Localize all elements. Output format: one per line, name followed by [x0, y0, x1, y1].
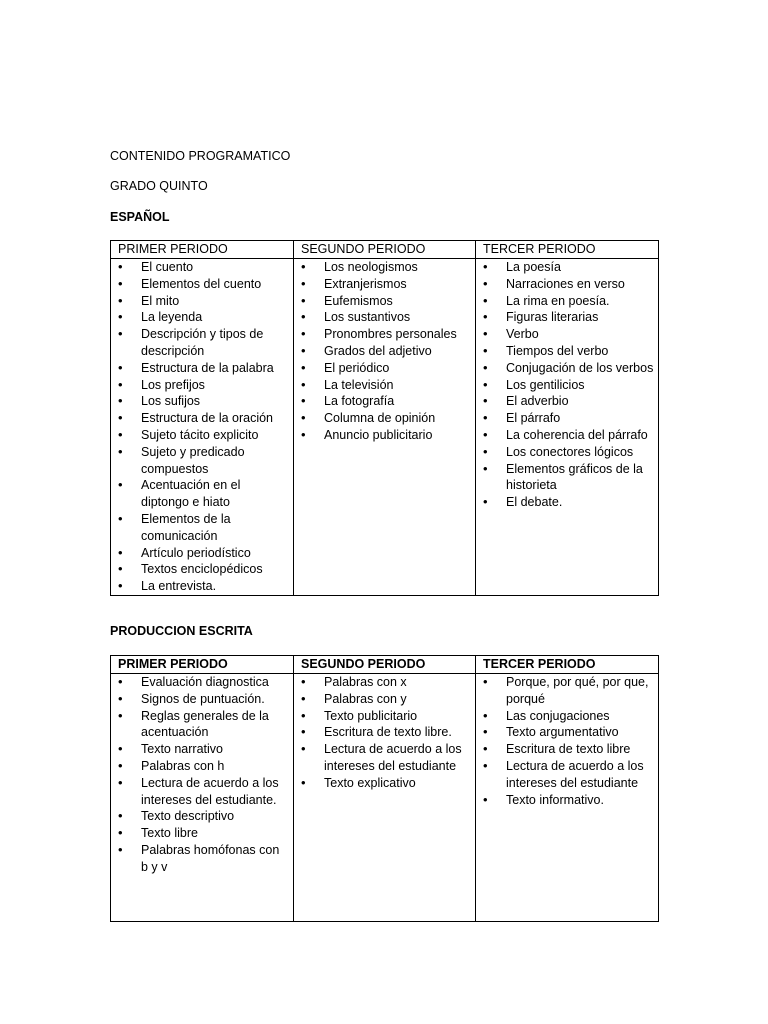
list-item: • Elementos del cuento: [111, 276, 293, 293]
list-item: • Conjugación de los verbos: [476, 360, 658, 377]
column-header-tercer-periodo: TERCER PERIODO: [476, 656, 659, 674]
list-item: • Textos enciclopédicos: [111, 561, 293, 578]
list-item: • Narraciones en verso: [476, 276, 658, 293]
list-item: • Columna de opinión: [294, 410, 475, 427]
segundo-periodo-list: [294, 259, 475, 444]
table-header-row: [111, 656, 659, 674]
list-item: • Evaluación diagnostica: [111, 674, 293, 691]
list-item: • Texto explicativo: [294, 775, 475, 792]
list-item: • La entrevista.: [111, 578, 293, 595]
list-item: • El mito: [111, 293, 293, 310]
list-item: • Estructura de la palabra: [111, 360, 293, 377]
list-item: • Lectura de acuerdo a los intereses del estudiante: [476, 758, 658, 792]
list-item: • El párrafo: [476, 410, 658, 427]
list-item: • La fotografía: [294, 393, 475, 410]
list-item: • Los sufijos: [111, 393, 293, 410]
list-item: • Texto informativo.: [476, 792, 658, 809]
column-header-tercer-periodo: TERCER PERIODO: [476, 241, 659, 259]
primer-periodo-cell: [111, 259, 294, 596]
list-item: • Porque, por qué, por que, porqué: [476, 674, 658, 708]
list-item: • Los prefijos: [111, 377, 293, 394]
list-item: • Sujeto y predicado compuestos: [111, 444, 293, 478]
list-item: • La rima en poesía.: [476, 293, 658, 310]
list-item: • Extranjerismos: [294, 276, 475, 293]
column-header-segundo-periodo: SEGUNDO PERIODO: [294, 656, 476, 674]
section-title-espanol: ESPAÑOL: [110, 210, 170, 224]
list-item: • Pronombres personales: [294, 326, 475, 343]
tercer-periodo-cell: [476, 259, 659, 596]
segundo-periodo-cell: [294, 259, 476, 596]
list-item: • Artículo periodístico: [111, 545, 293, 562]
list-item: • Elementos de la comunicación: [111, 511, 293, 545]
list-item: • Los conectores lógicos: [476, 444, 658, 461]
column-header-primer-periodo: PRIMER PERIODO: [111, 241, 294, 259]
list-item: • Palabras con y: [294, 691, 475, 708]
list-item: • Texto argumentativo: [476, 724, 658, 741]
primer-periodo-list: [111, 259, 293, 595]
list-item: • Palabras homófonas con b y v: [111, 842, 293, 876]
list-item: • La coherencia del párrafo: [476, 427, 658, 444]
primer-periodo-cell: [111, 674, 294, 922]
list-item: • Anuncio publicitario: [294, 427, 475, 444]
list-item: • Lectura de acuerdo a los intereses del estudiante: [294, 741, 475, 775]
list-item: • Escritura de texto libre: [476, 741, 658, 758]
list-item: • Signos de puntuación.: [111, 691, 293, 708]
document-heading: CONTENIDO PROGRAMATICO: [110, 149, 291, 163]
list-item: • Los sustantivos: [294, 309, 475, 326]
list-item: • Elementos gráficos de la historieta: [476, 461, 658, 495]
column-header-segundo-periodo: SEGUNDO PERIODO: [294, 241, 476, 259]
list-item: • Texto publicitario: [294, 708, 475, 725]
tercer-periodo-cell: [476, 674, 659, 922]
list-item: • Texto descriptivo: [111, 808, 293, 825]
list-item: • El debate.: [476, 494, 658, 511]
list-item: • Eufemismos: [294, 293, 475, 310]
list-item: • Texto libre: [111, 825, 293, 842]
list-item: • Tiempos del verbo: [476, 343, 658, 360]
list-item: • Descripción y tipos de descripción: [111, 326, 293, 360]
produccion-escrita-table: [110, 655, 659, 922]
list-item: • Reglas generales de la acentuación: [111, 708, 293, 742]
tercer-periodo-list: [476, 259, 658, 511]
list-item: • La leyenda: [111, 309, 293, 326]
list-item: • El adverbio: [476, 393, 658, 410]
grade-label: GRADO QUINTO: [110, 179, 208, 193]
list-item: • Texto narrativo: [111, 741, 293, 758]
list-item: • Palabras con h: [111, 758, 293, 775]
tercer-periodo-list: [476, 674, 658, 808]
list-item: • Los gentilicios: [476, 377, 658, 394]
segundo-periodo-list: [294, 674, 475, 792]
list-item: • Acentuación en el diptongo e hiato: [111, 477, 293, 511]
list-item: • Estructura de la oración: [111, 410, 293, 427]
list-item: • Escritura de texto libre.: [294, 724, 475, 741]
list-item: • Los neologismos: [294, 259, 475, 276]
list-item: • El periódico: [294, 360, 475, 377]
list-item: • Lectura de acuerdo a los intereses del estudiante.: [111, 775, 293, 809]
list-item: • Verbo: [476, 326, 658, 343]
column-header-primer-periodo: PRIMER PERIODO: [111, 656, 294, 674]
primer-periodo-list: [111, 674, 293, 876]
espanol-table: [110, 240, 659, 596]
list-item: • Figuras literarias: [476, 309, 658, 326]
list-item: • Palabras con x: [294, 674, 475, 691]
list-item: • El cuento: [111, 259, 293, 276]
table-body-row: [111, 674, 659, 922]
list-item: • Las conjugaciones: [476, 708, 658, 725]
list-item: • Sujeto tácito explicito: [111, 427, 293, 444]
list-item: • La poesía: [476, 259, 658, 276]
list-item: • Grados del adjetivo: [294, 343, 475, 360]
section-title-produccion-escrita: PRODUCCION ESCRITA: [110, 624, 253, 638]
segundo-periodo-cell: [294, 674, 476, 922]
table-body-row: [111, 259, 659, 596]
list-item: • La televisión: [294, 377, 475, 394]
table-header-row: [111, 241, 659, 259]
